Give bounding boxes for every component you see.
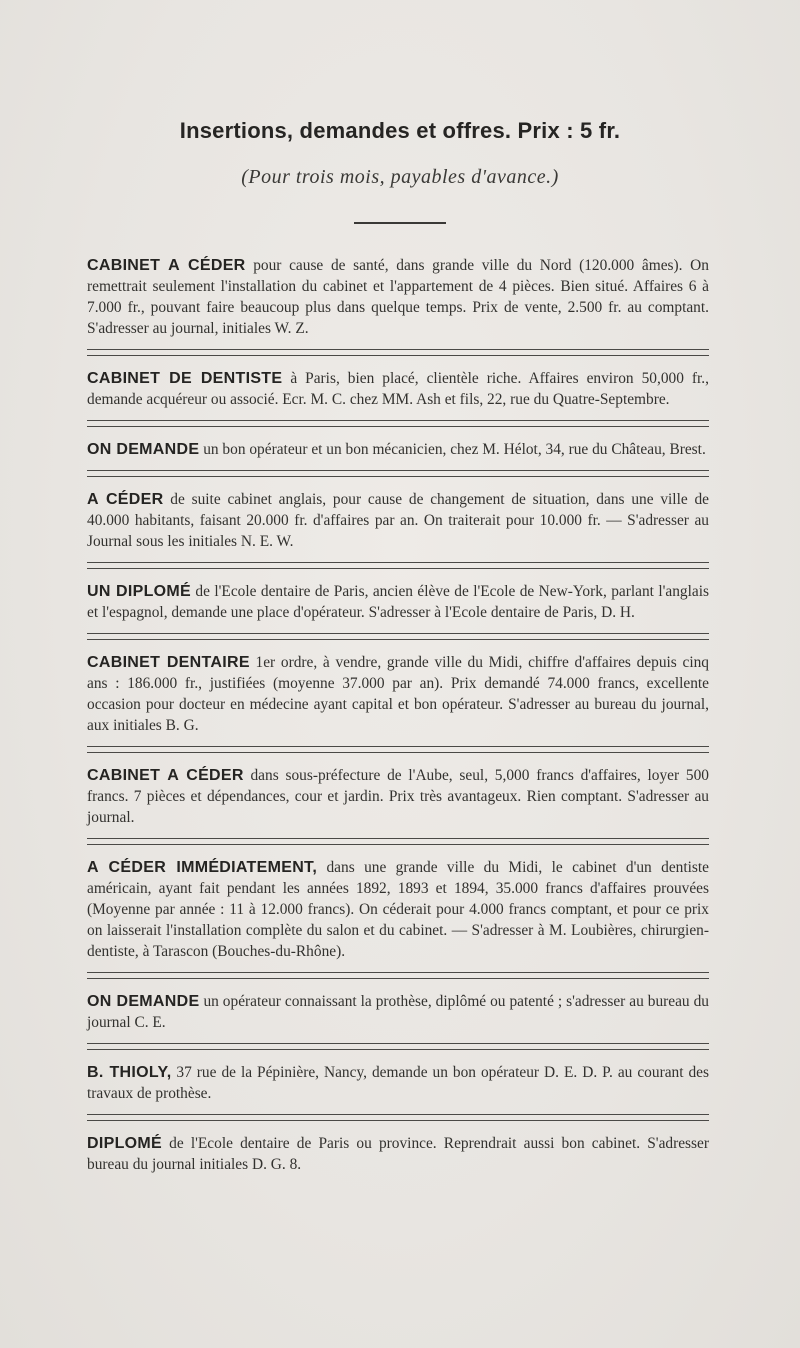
page-subtitle: (Pour trois mois, payables d'avance.) <box>241 166 559 188</box>
ad-lead: CABINET A CÉDER <box>87 257 246 274</box>
ad-separator <box>87 746 709 753</box>
classified-ad <box>87 366 709 420</box>
classified-ad <box>87 437 709 470</box>
classified-ad <box>87 1060 709 1114</box>
ad-text: de suite cabinet anglais, pour cause de changement de situation, dans une ville de 40.000 habitants, faisant 20.000 fr. d'affaires par an. On traiterait pour 10.000 fr. — S'adresser au Journal sous les initiales N. E. W. <box>87 491 710 550</box>
ad-lead: ON DEMANDE <box>87 441 200 458</box>
ad-separator <box>87 633 709 640</box>
title-divider <box>354 222 446 224</box>
ad-lead: CABINET DE DENTISTE <box>87 370 283 387</box>
ad-lead: ON DEMANDE <box>87 993 200 1010</box>
classified-ad <box>87 1131 709 1185</box>
page-header <box>0 118 800 224</box>
ad-separator <box>87 838 709 845</box>
ad-text: 1er ordre, à vendre, grande ville du Midi, chiffre d'affaires depuis cinq ans : 186.000 fr., justifiées (moyenne 37.000 par an). Prix demandé 74.000 francs, excellente occasion pour docteur en médecine ayant capital et bon opérateur. S'adresser au bureau du journal, aux initiales B. G. <box>87 654 709 734</box>
classified-ad <box>87 989 709 1043</box>
ad-text: pour cause de santé, dans grande ville du Nord (120.000 âmes). On remettrait seulement l'installation du cabinet et l'appartement de 4 pièces. Bien situé. Affaires 6 à 7.000 fr., pouvant faire beaucoup plus dans quelque temps. Prix de vente, 2.500 fr. au comptant. S'adresser au journal, initiales W. Z. <box>87 257 709 337</box>
ad-lead: B. THIOLY, <box>87 1064 172 1081</box>
ad-text: un opérateur connaissant la prothèse, diplômé ou patenté ; s'adresser au bureau du journal C. E. <box>87 993 709 1031</box>
classified-ads-list <box>87 253 709 1185</box>
ad-text: dans une grande ville du Midi, le cabinet d'un dentiste américain, ayant fait pendant les années 1892, 1893 et 1894, 35.000 francs d'affaires prouvées (Moyenne par année : 11 à 12.000 francs). On céderait pour 4.000 francs comptant, et pour ce prix on laisserait l'installation complète du salon et du cabinet. — S'adresser à M. Loubières, chirurgien-dentiste, à Tarascon (Bouches-du-Rhône). <box>87 859 709 960</box>
ad-separator <box>87 1114 709 1121</box>
ad-lead: A CÉDER <box>87 491 164 508</box>
classified-ad <box>87 855 709 972</box>
ad-lead: DIPLOMÉ <box>87 1135 162 1152</box>
ad-separator <box>87 420 709 427</box>
ad-text: à Paris, bien placé, clientèle riche. Affaires environ 50,000 fr., demande acquéreur ou associé. Ecr. M. C. chez MM. Ash et fils, 22, rue du Quatre-Septembre. <box>87 370 710 408</box>
ad-text: de l'Ecole dentaire de Paris ou province. Reprendrait aussi bon cabinet. S'adresser bureau du journal initiales D. G. 8. <box>87 1135 709 1173</box>
ad-text: de l'Ecole dentaire de Paris, ancien élève de l'Ecole de New-York, parlant l'anglais et l'espagnol, demande une place d'opérateur. S'adresser à l'Ecole dentaire de Paris, D. H. <box>87 583 709 621</box>
classified-ad <box>87 763 709 838</box>
ad-separator <box>87 349 709 356</box>
ad-text: un bon opérateur et un bon mécanicien, chez M. Hélot, 34, rue du Château, Brest. <box>199 441 706 458</box>
ad-lead: UN DIPLOMÉ <box>87 583 192 600</box>
ad-separator <box>87 972 709 979</box>
page-title: Insertions, demandes et offres. Prix : 5 fr. <box>179 118 621 143</box>
ad-text: 37 rue de la Pépinière, Nancy, demande un bon opérateur D. E. D. P. au courant des travaux de prothèse. <box>87 1064 709 1102</box>
ad-separator <box>87 1043 709 1050</box>
classified-ad <box>87 487 709 562</box>
ad-separator <box>87 562 709 569</box>
ad-lead: CABINET DENTAIRE <box>87 654 250 671</box>
ad-separator <box>87 470 709 477</box>
classified-ad <box>87 650 709 746</box>
ad-lead: CABINET A CÉDER <box>87 767 244 784</box>
classified-ad <box>87 579 709 633</box>
ad-lead: A CÉDER IMMÉDIATEMENT, <box>87 859 318 876</box>
classified-ad <box>87 253 709 349</box>
ad-text: dans sous-préfecture de l'Aube, seul, 5,000 francs d'affaires, loyer 500 francs. 7 pièces et dépendances, cour et jardin. Prix très avantageux. Rien comptant. S'adresser au journal. <box>87 767 709 826</box>
